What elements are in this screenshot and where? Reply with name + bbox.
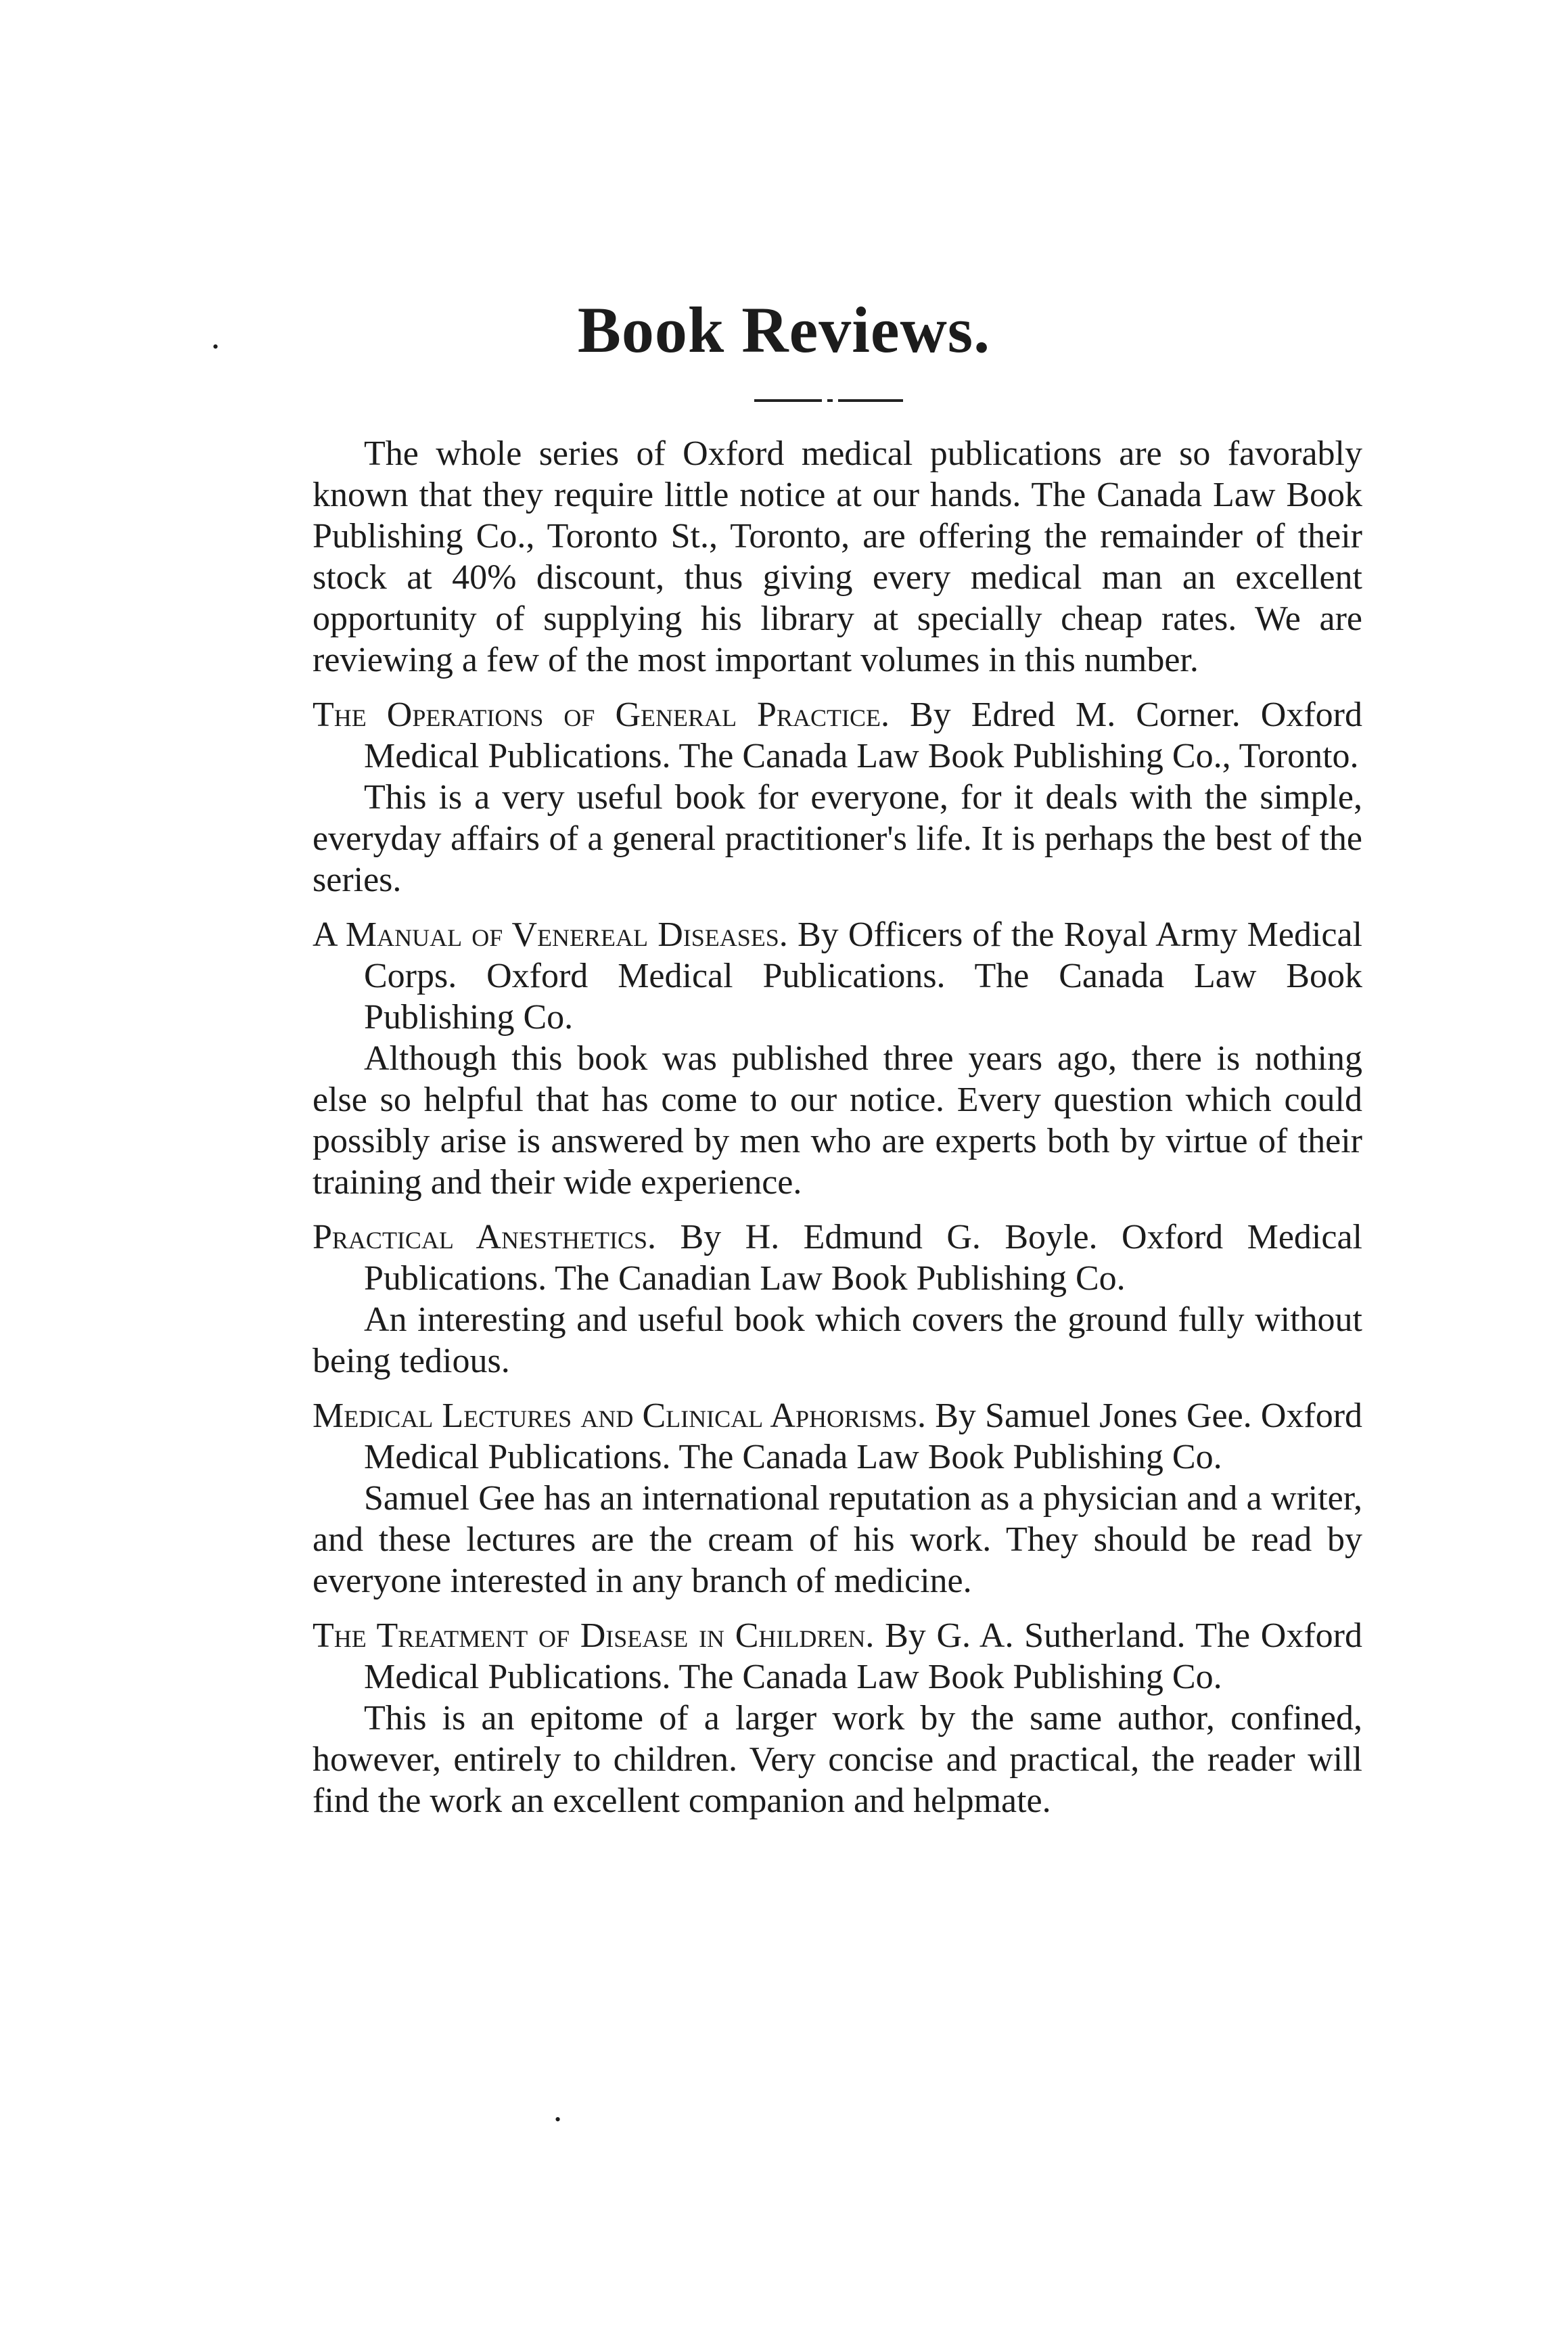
review-book-details: By H. Edmund G. Boyle. Oxford Medical Publications. The Canadian Law Book Publishing Co.	[364, 1218, 1362, 1298]
review-text: This is a very useful book for everyone, for it deals with the simple, everyday affairs of a general practitioner's life. It is perhaps the best of the series.	[313, 778, 1362, 899]
review-item	[313, 914, 1362, 1203]
review-book-details: By Officers of the Royal Army Medical Corps. Oxford Medical Publications. The Canada Law Book Publishing Co.	[364, 915, 1362, 1037]
article-body	[313, 433, 1362, 1821]
review-book-title: Medical Lectures and Clinical Aphorisms.	[313, 1397, 927, 1435]
review-citation	[313, 1615, 1362, 1698]
review-text: Although this book was published three years ago, there is nothing else so helpful that has come to our notice. Every question which could possibly arise is answered by men who are experts both by virtue of their training and their wide experience.	[313, 1039, 1362, 1202]
review-citation	[313, 1217, 1362, 1299]
review-item	[313, 694, 1362, 901]
review-book-title: The Operations of General Practice.	[313, 696, 890, 734]
page-title: Book Reviews.	[577, 294, 991, 366]
title-rule-divider	[754, 399, 903, 403]
review-item	[313, 1395, 1362, 1602]
review-citation	[313, 694, 1362, 777]
review-book-title: A Manual of Venereal Diseases.	[313, 915, 788, 954]
intro-paragraph: The whole series of Oxford medical publications are so favorably known that they require little notice at our hands. The Canada Law Book Publishing Co., Toronto St., Toronto, are offering the remainder of their stock at 40% discount, thus giving every medical man an excellent opportunity of supplying his library at specially cheap rates. We are reviewing a few of the most important volumes in this number.	[313, 434, 1362, 679]
review-text: Samuel Gee has an international reputation as a physician and a writer, and these lectures are the cream of his work. They should be read by everyone interested in any branch of medicine.	[313, 1479, 1362, 1600]
review-item	[313, 1615, 1362, 1821]
review-citation	[313, 1395, 1362, 1478]
review-book-details: By Edred M. Corner. Oxford Medical Publications. The Canada Law Book Publishing Co., Toronto.	[364, 696, 1362, 775]
review-book-title: The Treatment of Disease in Children.	[313, 1616, 875, 1655]
review-text: This is an epitome of a larger work by the same author, confined, however, entirely to children. Very concise and practical, the reader will find the work an excellent companion and helpmate.	[313, 1699, 1362, 1820]
review-book-title: Practical Anesthetics.	[313, 1218, 657, 1256]
margin-dot-icon: •	[212, 337, 219, 357]
review-book-details: By Samuel Jones Gee. Oxford Medical Publications. The Canada Law Book Publishing Co.	[364, 1397, 1363, 1476]
footer-dot-icon: •	[555, 2110, 561, 2129]
review-book-details: By G. A. Sutherland. The Oxford Medical Publications. The Canada Law Book Publishing Co.	[364, 1616, 1362, 1696]
review-citation	[313, 914, 1362, 1038]
review-text: An interesting and useful book which covers the ground fully without being tedious.	[313, 1300, 1362, 1380]
review-item	[313, 1217, 1362, 1382]
